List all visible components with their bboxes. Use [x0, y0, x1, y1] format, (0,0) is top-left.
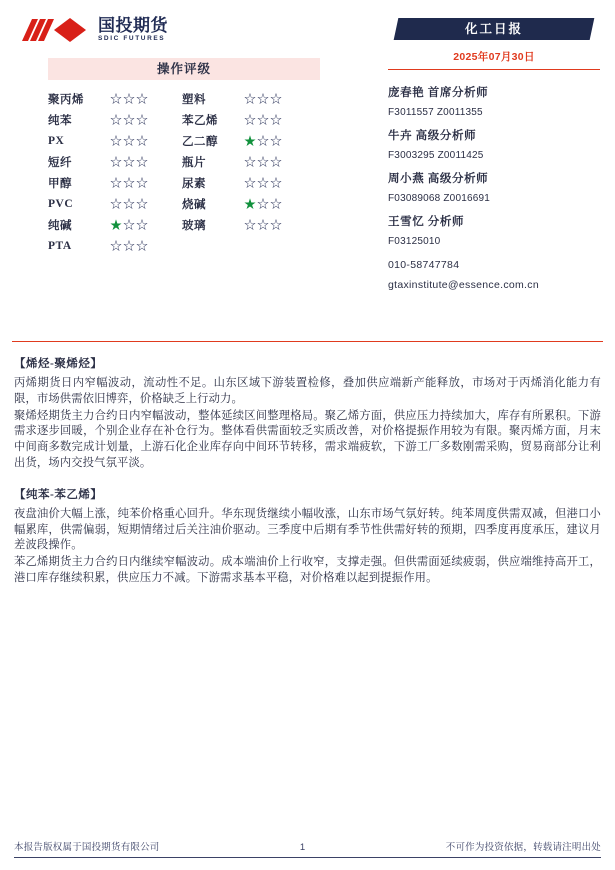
- rating-row: [48, 151, 320, 172]
- analyst-entry: [388, 213, 600, 247]
- star-filled-icon: ★: [244, 197, 258, 211]
- footer-page-number: 1: [299, 842, 306, 853]
- rating-name: PTA: [48, 239, 72, 252]
- star-empty-icon: ☆: [110, 155, 124, 169]
- star-empty-icon: ☆: [110, 176, 124, 190]
- rating-stars: [110, 237, 174, 254]
- star-empty-icon: ☆: [123, 239, 137, 253]
- star-empty-icon: ☆: [270, 155, 284, 169]
- rating-row: [48, 130, 320, 151]
- rating-row: [48, 109, 320, 130]
- star-empty-icon: ☆: [110, 134, 124, 148]
- report-footer: [14, 839, 601, 858]
- star-empty-icon: ☆: [136, 134, 150, 148]
- rating-stars: [110, 216, 174, 233]
- contact-block: [388, 259, 600, 291]
- rating-name: 乙二醇: [182, 135, 218, 148]
- report-date: 2025年07月30日: [388, 49, 600, 70]
- star-empty-icon: ☆: [244, 218, 258, 232]
- star-empty-icon: ☆: [257, 92, 271, 106]
- star-empty-icon: ☆: [123, 218, 137, 232]
- analyst-name: 周小燕 高级分析师: [388, 173, 489, 185]
- star-empty-icon: ☆: [123, 197, 137, 211]
- star-empty-icon: ☆: [257, 155, 271, 169]
- star-empty-icon: ☆: [136, 113, 150, 127]
- ratings-rows: [48, 88, 320, 256]
- report-title-banner: [394, 18, 595, 40]
- star-empty-icon: ☆: [136, 197, 150, 211]
- section-heading: 【纯苯-苯乙烯】: [14, 488, 103, 501]
- report-header: [0, 0, 615, 340]
- rating-stars: [244, 90, 308, 107]
- rating-row: [48, 172, 320, 193]
- analyst-license-codes: F03089068 Z0016691: [388, 193, 491, 204]
- rating-row: [48, 193, 320, 214]
- star-empty-icon: ☆: [136, 239, 150, 253]
- star-empty-icon: ☆: [257, 197, 271, 211]
- rating-name: 短纤: [48, 156, 72, 169]
- report-section: [14, 355, 601, 472]
- star-empty-icon: ☆: [257, 134, 271, 148]
- analyst-entry: [388, 127, 600, 161]
- rating-name: 纯苯: [48, 114, 72, 127]
- rating-name: 烧碱: [182, 198, 206, 211]
- operation-ratings-card: [48, 58, 320, 256]
- star-empty-icon: ☆: [257, 176, 271, 190]
- rating-stars: [110, 153, 174, 170]
- logo-mark-icon: [22, 17, 92, 43]
- star-empty-icon: ☆: [123, 176, 137, 190]
- contact-phone: 010-58747784: [388, 259, 460, 271]
- analyst-license-codes: F03125010: [388, 236, 441, 247]
- star-empty-icon: ☆: [123, 155, 137, 169]
- star-empty-icon: ☆: [110, 239, 124, 253]
- section-paragraph: 夜盘油价大幅上涨，纯苯价格重心回升。华东现货继续小幅收涨，山东市场气氛好转。纯苯周度供需双减，但港口小幅累库，供需偏弱，短期情绪过后关注油价驱动。三季度中后期有季节性供需好转的预期，四季度再度承压，建议月差波段操作。: [14, 507, 601, 552]
- star-filled-icon: ★: [110, 218, 124, 232]
- rating-stars: [244, 195, 308, 212]
- analyst-license-codes: F3003295 Z0011425: [388, 150, 484, 161]
- section-paragraph: 苯乙烯期货主力合约日内继续窄幅波动。成本端油价上行收窄，支撑走强。但供需面延续疲弱，供应端维持高开工，港口库存继续积累，供应压力不减。下游需求基本平稳，对价格难以起到提振作用。: [14, 556, 601, 584]
- star-empty-icon: ☆: [244, 176, 258, 190]
- rating-stars: [110, 90, 174, 107]
- star-empty-icon: ☆: [257, 113, 271, 127]
- rating-name: 甲醇: [48, 177, 72, 190]
- star-empty-icon: ☆: [123, 92, 137, 106]
- ratings-title: 操作评级: [48, 58, 320, 80]
- star-empty-icon: ☆: [244, 92, 258, 106]
- analyst-name: 王雪忆 分析师: [388, 216, 465, 228]
- star-empty-icon: ☆: [110, 92, 124, 106]
- section-paragraph: 聚烯烃期货主力合约日内窄幅波动，整体延续区间整理格局。聚乙烯方面，供应压力持续加大，库存有所累积。下游需求逐步回暖，个别企业存在补仓行为。整体看供需面较乏实质改善，对价格提振作用较为有限。聚丙烯方面，月末中间商多数完成计划量，上游石化企业库存向中间环节转移，需求端疲软，下游工厂多数刚需采购，贸易商部分让利出货，场内交投气氛平淡。: [14, 409, 601, 469]
- star-empty-icon: ☆: [136, 218, 150, 232]
- rating-row: [48, 88, 320, 109]
- rating-name: 玻璃: [182, 219, 206, 232]
- star-empty-icon: ☆: [123, 113, 137, 127]
- rating-stars: [110, 111, 174, 128]
- section-paragraph: 丙烯期货日内窄幅波动，流动性不足。山东区域下游装置检修，叠加供应端新产能释放，市场对于丙烯消化能力有限，市场供需依旧博弈，价格缺乏上行动力。: [14, 377, 601, 405]
- rating-stars: [244, 132, 308, 149]
- star-empty-icon: ☆: [110, 197, 124, 211]
- star-empty-icon: ☆: [110, 113, 124, 127]
- company-logo: [22, 17, 168, 43]
- rating-name: 纯碱: [48, 219, 72, 232]
- analyst-license-codes: F3011557 Z0011355: [388, 107, 483, 118]
- logo-text-cn: 国投期货: [98, 16, 168, 36]
- analyst-name: 庞春艳 首席分析师: [388, 87, 489, 99]
- rating-stars: [110, 174, 174, 191]
- star-empty-icon: ☆: [270, 113, 284, 127]
- star-empty-icon: ☆: [244, 155, 258, 169]
- star-empty-icon: ☆: [136, 92, 150, 106]
- rating-stars: [244, 174, 308, 191]
- star-empty-icon: ☆: [257, 218, 271, 232]
- star-empty-icon: ☆: [270, 218, 284, 232]
- star-empty-icon: ☆: [270, 176, 284, 190]
- star-empty-icon: ☆: [244, 113, 258, 127]
- rating-stars: [244, 111, 308, 128]
- analyst-entry: [388, 84, 600, 118]
- star-empty-icon: ☆: [270, 134, 284, 148]
- rating-name: PVC: [48, 197, 74, 210]
- star-empty-icon: ☆: [136, 155, 150, 169]
- rating-name: 苯乙烯: [182, 114, 218, 127]
- rating-row: [48, 214, 320, 235]
- rating-name: PX: [48, 134, 65, 147]
- star-filled-icon: ★: [244, 134, 258, 148]
- rating-name: 塑料: [182, 93, 206, 106]
- rating-stars: [110, 195, 174, 212]
- footer-copyright: 本报告版权属于国投期货有限公司: [14, 843, 160, 853]
- report-meta-panel: [388, 18, 600, 299]
- rating-name: 聚丙烯: [48, 93, 84, 106]
- footer-disclaimer: 不可作为投资依据，转载请注明出处: [445, 843, 601, 853]
- rating-name: 瓶片: [182, 156, 206, 169]
- analyst-entry: [388, 170, 600, 204]
- logo-text-en: SDIC FUTURES: [98, 35, 166, 43]
- analyst-name: 牛卉 高级分析师: [388, 130, 477, 142]
- section-heading: 【烯烃-聚烯烃】: [14, 358, 103, 370]
- analyst-list: [388, 84, 600, 247]
- rating-stars: [244, 216, 308, 233]
- rating-stars: [244, 153, 308, 170]
- star-empty-icon: ☆: [136, 176, 150, 190]
- header-divider: [12, 341, 603, 342]
- rating-stars: [110, 132, 174, 149]
- contact-email: gtaxinstitute@essence.com.cn: [388, 279, 539, 291]
- star-empty-icon: ☆: [123, 134, 137, 148]
- star-empty-icon: ☆: [270, 92, 284, 106]
- rating-name: 尿素: [182, 177, 206, 190]
- report-body: [14, 355, 601, 601]
- report-title: 化工日报: [464, 22, 523, 36]
- rating-row: [48, 235, 320, 256]
- report-section: [14, 486, 601, 587]
- star-empty-icon: ☆: [270, 197, 284, 211]
